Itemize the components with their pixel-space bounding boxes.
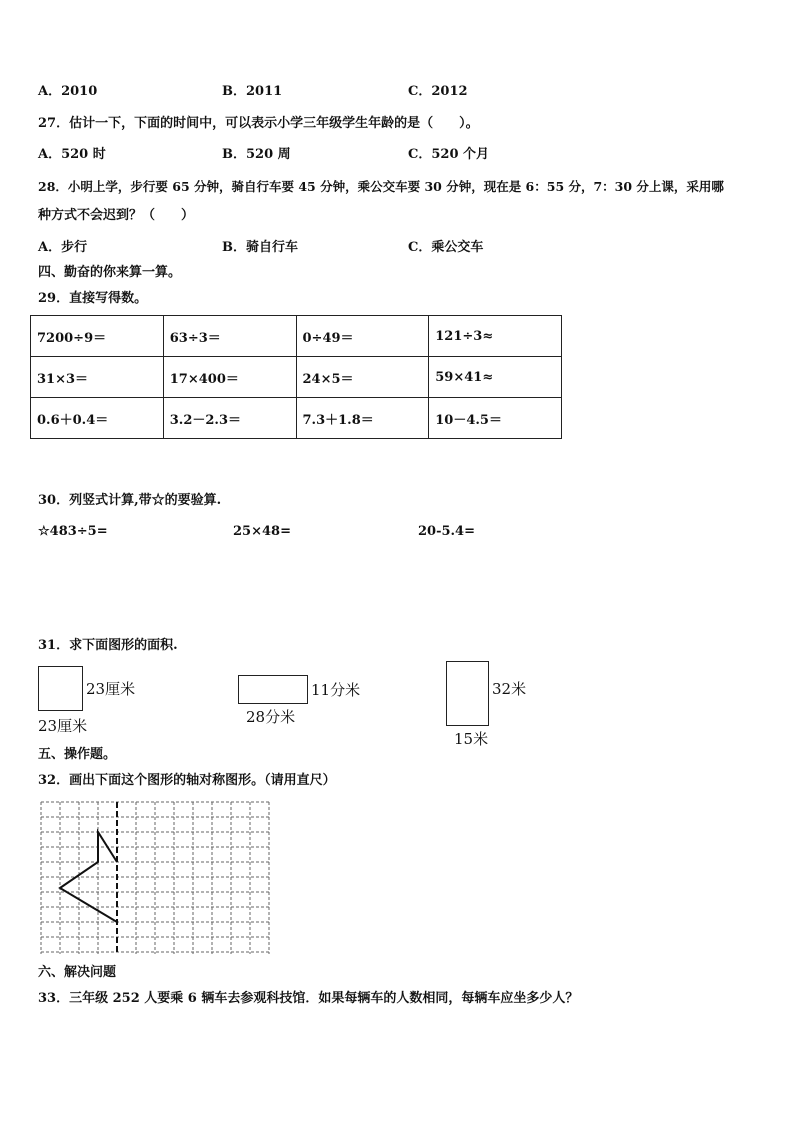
calc-cell: 59×41≈ xyxy=(429,357,562,398)
q32-title: 32．画出下面这个图形的轴对称图形。（请用直尺） xyxy=(38,773,336,788)
section4-title: 四、勤奋的你来算一算。 xyxy=(38,265,182,280)
calc-cell: 10－4.5＝ xyxy=(429,398,562,439)
q28-question-line2: 种方式不会迟到？（ ） xyxy=(38,208,195,223)
q28-option-b: B．骑自行车 xyxy=(222,240,298,255)
calc-cell: 7200÷9＝ xyxy=(31,316,164,357)
section6-title: 六、解决问题 xyxy=(38,965,117,980)
q29-title: 29．直接写得数。 xyxy=(38,291,148,306)
q30-item-1: ☆483÷5= xyxy=(38,524,108,539)
calc-cell: 3.2－2.3＝ xyxy=(163,398,296,439)
rectangle-2-shape xyxy=(446,661,489,726)
q27-option-b: B．520 周 xyxy=(222,147,291,162)
q27-option-c: C．520 个月 xyxy=(408,147,490,162)
q29-calc-table xyxy=(30,315,562,439)
calc-cell: 0÷49＝ xyxy=(296,316,429,357)
calc-cell: 121÷3≈ xyxy=(429,316,562,357)
symmetry-grid xyxy=(40,800,272,956)
q28-question-line1: 28．小明上学，步行要 65 分钟，骑自行车要 45 分钟，乘公交车要 30 分钟，现在是 6：55 分，7：30 分上课，采用哪 xyxy=(38,179,724,194)
q28-option-c: C．乘公交车 xyxy=(408,240,484,255)
q28-option-a: A．步行 xyxy=(38,240,88,255)
calc-cell: 17×400＝ xyxy=(163,357,296,398)
square-side-label: 23厘米 xyxy=(86,680,136,698)
rectangle-1-shape xyxy=(238,675,308,704)
q27-question: 27．估计一下，下面的时间中，可以表示小学三年级学生年龄的是（ ）。 xyxy=(38,116,479,131)
q26-option-b: B．2011 xyxy=(222,84,283,99)
square-shape xyxy=(38,666,83,711)
table-row xyxy=(31,316,562,357)
section5-title: 五、操作题。 xyxy=(38,747,117,762)
square-bottom-label: 23厘米 xyxy=(38,717,88,735)
rect2-height-label: 32米 xyxy=(492,680,527,698)
q30-item-2: 25×48= xyxy=(233,524,291,539)
q27-option-a: A．520 时 xyxy=(38,147,106,162)
calc-cell: 7.3＋1.8＝ xyxy=(296,398,429,439)
calc-cell: 24×5＝ xyxy=(296,357,429,398)
table-row xyxy=(31,357,562,398)
rect1-height-label: 11分米 xyxy=(311,681,361,699)
calc-cell: 63÷3＝ xyxy=(163,316,296,357)
q31-title: 31．求下面图形的面积. xyxy=(38,638,178,653)
table-row xyxy=(31,398,562,439)
rect1-width-label: 28分米 xyxy=(246,708,296,726)
calc-cell: 31×3＝ xyxy=(31,357,164,398)
q30-title: 30．列竖式计算,带☆的要验算. xyxy=(38,493,222,508)
q26-option-c: C．2012 xyxy=(408,84,468,99)
q26-option-a: A．2010 xyxy=(38,84,98,99)
q33-question: 33．三年级 252 人要乘 6 辆车去参观科技馆．如果每辆车的人数相同，每辆车应坐多少人？ xyxy=(38,991,579,1006)
rect2-width-label: 15米 xyxy=(454,730,489,748)
q30-item-3: 20-5.4= xyxy=(418,524,475,539)
calc-cell: 0.6＋0.4＝ xyxy=(31,398,164,439)
